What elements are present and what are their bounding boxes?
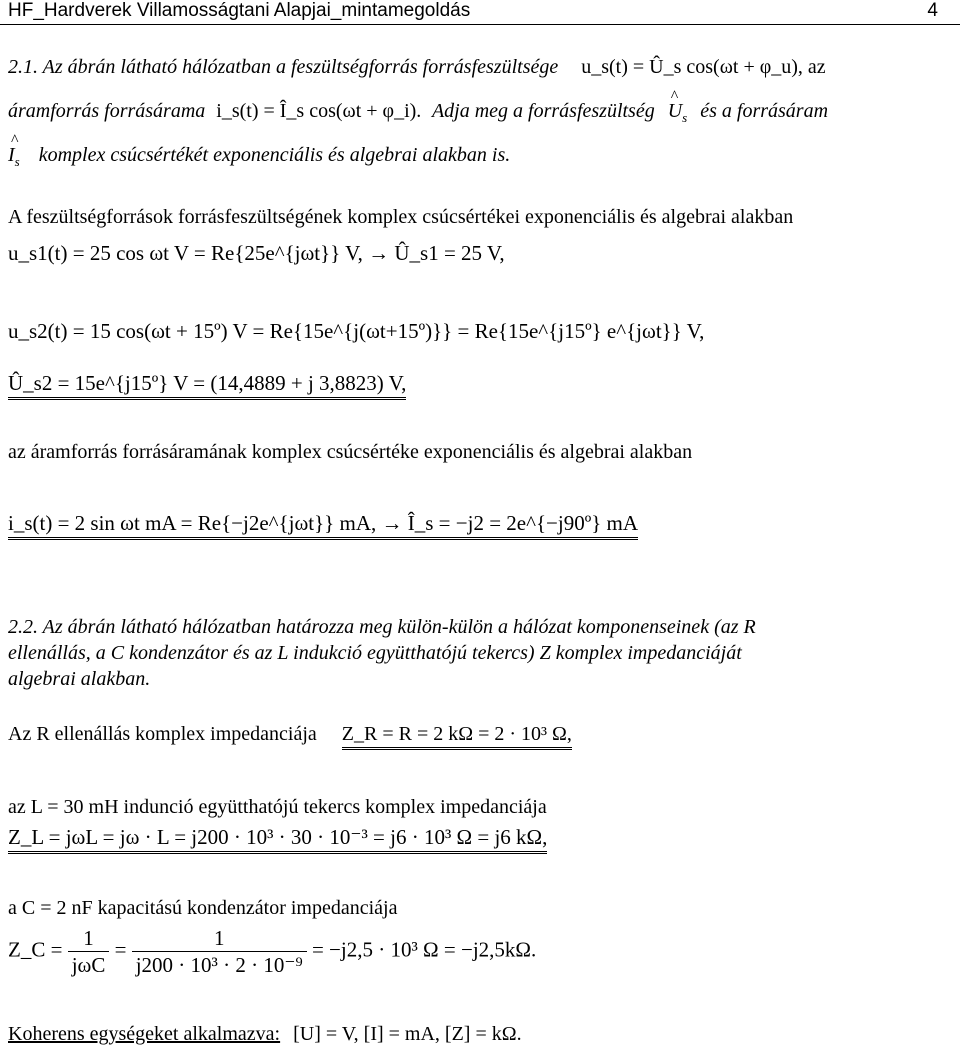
page-number: 4 — [927, 0, 938, 21]
current-phasor-symbol: ^ $I_s$ — [8, 144, 20, 166]
equation-is: i_s(t) = 2 sin ωt mA = Re{−j2e^{jωt}} mA, → Î_s = −j2 = 2e^{−j90º} mA — [8, 510, 638, 540]
equation-us1: u_s1(t) = 25 cos ωt V = Re{25e^{jωt}} V, → Û_s1 = 25 V, — [8, 241, 505, 265]
equation-us2: u_s2(t) = 15 cos(ωt + 15º) V = Re{15e^{j(ωt+15º)}} = Re{15e^{j15º} e^{jωt}} V, — [8, 319, 705, 343]
voltage-phasor-symbol: ^ $U_s$ — [668, 100, 688, 122]
capacitor-impedance-equation: Z_C = $\frac{1}{\text{jωC}}$ = $\frac{1}{\text{j200 · 10³ · 2 · 10⁻⁹}}$ = −j2,5 · 10³ Ω = −j2,5kΩ. — [8, 926, 537, 977]
resistor-impedance-row: Az R ellenállás komplex impedanciája Z_R = R = 2 kΩ = 2 · 10³ Ω, — [8, 722, 572, 750]
inductor-text: az L = 30 mH indunció együtthatójú tekercs komplex impedanciája — [8, 796, 547, 818]
capacitor-fraction-2: $\frac{1}{\text{j200 · 10³ · 2 · 10⁻⁹}}$ — [132, 925, 307, 978]
capacitor-fraction-1: $\frac{1}{\text{jωC}}$ — [68, 925, 110, 978]
problem-2-line-3: algebrai alakban. — [8, 668, 151, 690]
coherent-units-row — [8, 1022, 522, 1046]
problem-1-line-2: áramforrás forrásárama i_s(t) = Î_s cos(ωt + φ_i). Adja meg a forrásfeszültség ^ $U_s$ és a forrásáram — [8, 99, 828, 130]
resistor-impedance-equation: Z_R = R = 2 kΩ = 2 · 10³ Ω, — [342, 722, 572, 750]
capacitor-text: a C = 2 nF kapacitású kondenzátor impedanciája — [8, 897, 398, 919]
coherent-units: [U] = V, [I] = mA, [Z] = kΩ. — [293, 1023, 522, 1045]
solution-1-intro: A feszültségforrások forrásfeszültségének komplex csúcsértékei exponenciális és algebrai alakban — [8, 206, 794, 228]
problem-2-line-1: 2.2. Az ábrán látható hálózatban határozza meg külön-külön a hálózat komponenseinek (az R — [8, 616, 756, 638]
solution-1-intro-2: az áramforrás forrásáramának komplex csúcsértéke exponenciális és algebrai alakban — [8, 441, 693, 463]
source-voltage-equation: u_s(t) = Û_s cos(ωt + φ_u), az — [581, 56, 826, 78]
problem-1-line-1: 2.1. Az ábrán látható hálózatban a feszültségforrás forrásfeszültsége u_s(t) = Û_s cos(ωt + φ_u), az — [8, 56, 826, 78]
header-title: HF_Hardverek Villamosságtani Alapjai_mintamegoldás — [8, 0, 471, 21]
problem-1-line-3: ^ $I_s$ komplex csúcsértékét exponenciális és algebrai alakban is. — [8, 143, 510, 174]
problem-2-line-2: ellenállás, a C kondenzátor és az L indukció együtthatójú tekercs) Z komplex impedanciáját — [8, 642, 742, 664]
source-current-equation: i_s(t) = Î_s cos(ωt + φ_i). — [216, 100, 422, 122]
inductor-impedance-equation: Z_L = jωL = jω · L = j200 · 10³ · 30 · 10⁻³ = j6 · 10³ Ω = j6 kΩ, — [8, 824, 547, 854]
coherent-units-label: Koherens egységeket alkalmazva: — [8, 1023, 281, 1045]
equation-us2-phasor: Û_s2 = 15e^{j15º} V = (14,4889 + j 3,8823) V, — [8, 370, 406, 400]
page-header — [0, 0, 960, 25]
